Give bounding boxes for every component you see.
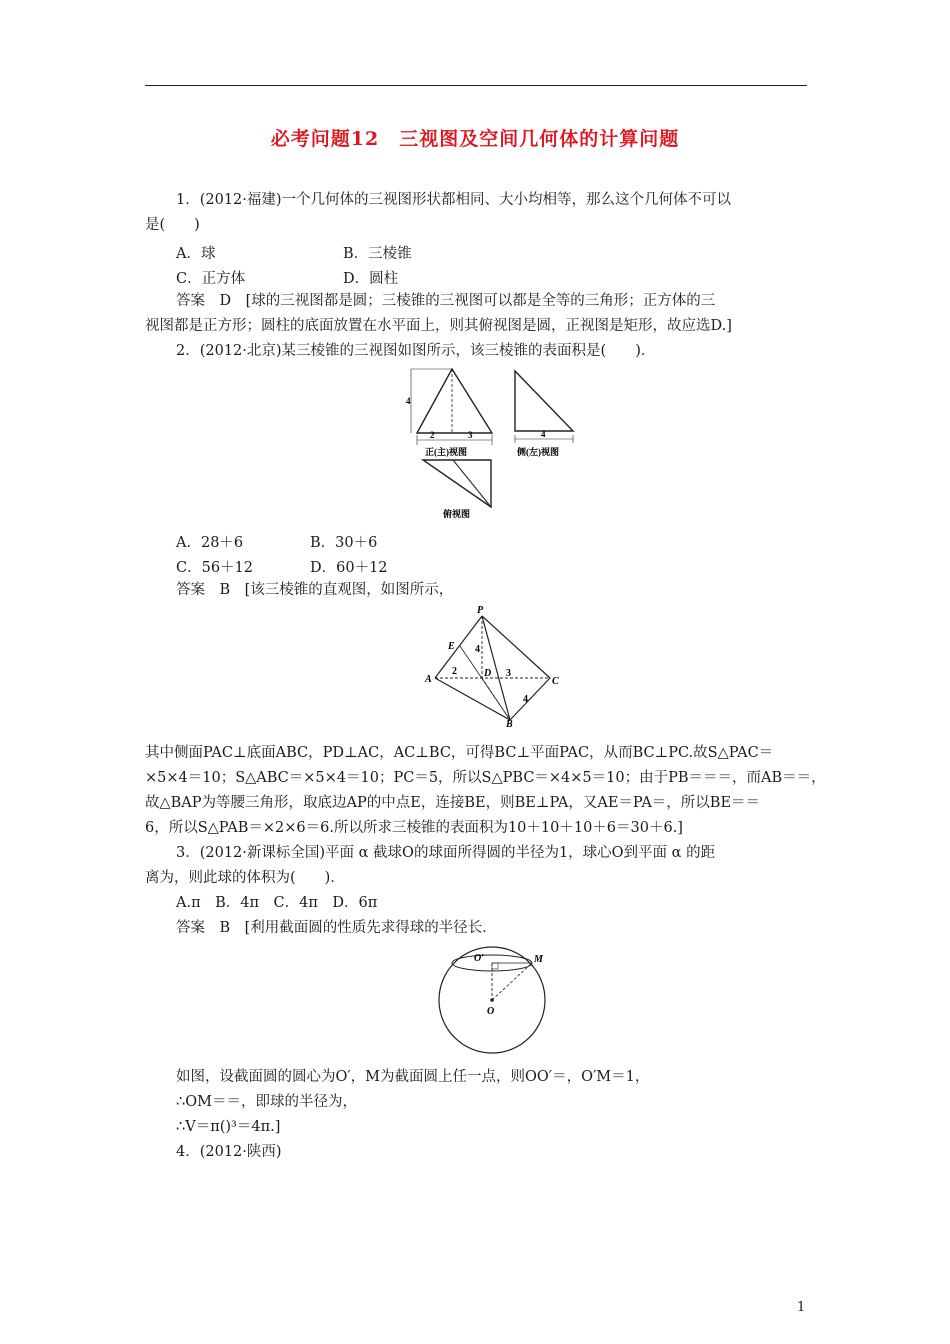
q3-exp-line3: ∴V＝π()³＝4π.] [176, 1119, 281, 1135]
top-view-triangle [423, 460, 491, 507]
pyramid-figure [420, 602, 570, 727]
label-O-prime: O′ [474, 953, 485, 964]
num-4b: 4 [523, 694, 528, 705]
q3-text-line2: 离为，则此球的体积为( )． [145, 870, 345, 886]
q1-option-a: A．球 [176, 246, 216, 262]
q2-exp-line1: 其中侧面PAC⊥底面ABC，PD⊥AC，AC⊥BC，可得BC⊥平面PAC，从而BC⊥PC.故S△PAC＝ [145, 745, 774, 761]
side-view-triangle [515, 371, 573, 431]
page-title: 必考问题12 三视图及空间几何体的计算问题 [270, 128, 680, 150]
q1-option-b: B．三棱锥 [343, 246, 412, 262]
label-D: D [484, 668, 492, 679]
side-caption: 侧(左)视图 [517, 447, 559, 457]
q2-text-line1: 2．(2012·北京)某三棱锥的三视图如图所示，该三棱锥的表面积是( )． [176, 343, 656, 359]
front-view-triangle [417, 369, 492, 433]
height-label: 4 [406, 396, 411, 406]
front-caption: 正(主)视图 [425, 447, 467, 457]
q2-exp-line2: ×5×4＝10；S△ABC＝×5×4＝10；PC＝5，所以S△PBC＝×4×5＝10；由于PB＝＝＝，而AB＝＝， [145, 770, 826, 786]
q3-options: A.π B．4π C．4π D．6π [176, 895, 378, 911]
q2-option-c: C．56＋12 [176, 560, 253, 576]
q2-answer-line1: 答案 B [该三棱锥的直观图，如图所示， [176, 582, 454, 598]
num-4a: 4 [475, 644, 480, 655]
q2-option-d: D．60＋12 [310, 560, 388, 576]
side-bottom: 4 [541, 429, 546, 439]
q3-answer-line1: 答案 B [利用截面圆的性质先求得球的半径长． [176, 920, 497, 936]
q1-answer-line2: 视图都是正方形；圆柱的底面放置在水平面上，则其俯视图是圆，正视图是矩形，故应选D.] [145, 318, 732, 334]
header-rule [145, 85, 807, 86]
num-2: 2 [452, 666, 457, 677]
label-M: M [534, 954, 543, 965]
label-O: O [487, 1006, 495, 1017]
q1-answer-line1: 答案 D [球的三视图都是圆；三棱锥的三视图可以都是全等的三角形；正方体的三 [176, 293, 716, 309]
q1-option-c: C．正方体 [176, 271, 246, 287]
q4-text-line1: 4．(2012·陕西) [176, 1144, 282, 1160]
q1-option-d: D．圆柱 [343, 271, 399, 287]
q1-text-line2: 是( ) [145, 217, 200, 233]
label-C: C [552, 676, 559, 687]
front-bottom-2: 3 [468, 430, 473, 440]
front-bottom-1: 2 [430, 430, 435, 440]
q3-exp-line1: 如图，设截面圆的圆心为O′，M为截面圆上任一点，则OO′＝，O′M＝1， [176, 1069, 650, 1085]
q3-exp-line2: ∴OM＝＝，即球的半径为， [176, 1094, 357, 1110]
label-E: E [448, 641, 455, 652]
top-caption: 俯视图 [443, 509, 471, 519]
label-B: B [506, 719, 513, 727]
three-views-figure [405, 365, 585, 525]
label-P: P [477, 605, 484, 616]
q2-option-b: B．30＋6 [310, 535, 378, 551]
sphere-figure [430, 942, 560, 1057]
q2-option-a: A．28＋6 [176, 535, 244, 551]
num-3: 3 [506, 668, 511, 679]
q2-exp-line3: 故△BAP为等腰三角形，取底边AP的中点E，连接BE，则BE⊥PA，又AE＝PA＝，所以BE＝＝ [145, 795, 761, 811]
q1-text-line1: 1．(2012·福建)一个几何体的三视图形状都相同、大小均相等，那么这个几何体不可以 [176, 192, 732, 208]
q2-exp-line4: 6，所以S△PAB＝×2×6＝6.所以所求三棱锥的表面积为10＋10＋10＋6＝30＋6.] [145, 820, 683, 836]
q3-text-line1: 3．(2012·新课标全国)平面 α 截球O的球面所得圆的半径为1，球心O到平面 α 的距 [176, 845, 716, 861]
page-number: 1 [797, 1300, 806, 1315]
label-A: A [425, 674, 432, 685]
